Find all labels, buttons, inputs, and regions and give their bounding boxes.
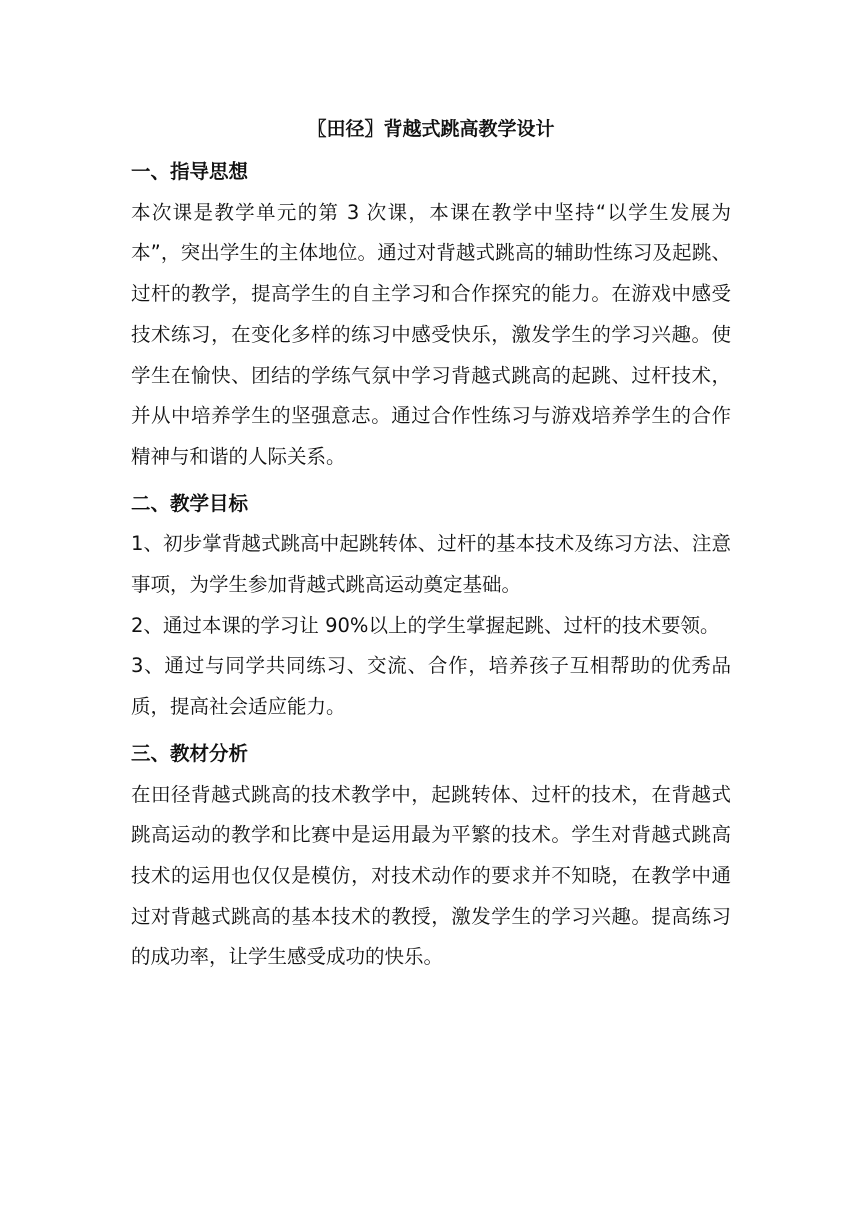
paragraph-guiding-ideology: 本次课是教学单元的第 3 次课，本课在教学中坚持“以学生发展为本”，突出学生的主体地位。通过对背越式跳高的辅助性练习及起跳、过杆的教学，提高学生的自主学习和合作探究的能力。在游戏中感受技术练习，在变化多样的练习中感受快乐，激发学生的学习兴趣。使学生在愉快、团结的学练气氛中学习背越式跳高的起跳、过杆技术，并从中培养学生的坚强意志。通过合作性练习与游戏培养学生的合作精神与和谐的人际关系。 xyxy=(131,200,731,468)
objective-item-3: 3、通过与同学共同练习、交流、合作，培养孩子互相帮助的优秀品质，提高社会适应能力。 xyxy=(131,654,731,719)
section-heading-material-analysis: 三、教材分析 xyxy=(131,741,249,765)
objective-item-1: 1、初步掌背越式跳高中起跳转体、过杆的基本技术及练习方法、注意事项，为学生参加背越式跳高运动奠定基础。 xyxy=(131,532,731,597)
paragraph-material-analysis: 在田径背越式跳高的技术教学中，起跳转体、过杆的技术，在背越式跳高运动的教学和比赛中是运用最为平繁的技术。学生对背越式跳高技术的运用也仅仅是模仿，对技术动作的要求并不知晓，在教学中通过对背越式跳高的基本技术的教授，激发学生的学习兴趣。提高练习的成功率，让学生感受成功的快乐。 xyxy=(131,782,731,969)
section-heading-teaching-objectives: 二、教学目标 xyxy=(131,491,249,515)
section-heading-guiding-ideology: 一、指导思想 xyxy=(131,160,249,183)
document-title: 〖田径〗背越式跳高教学设计 xyxy=(307,118,555,140)
objective-item-2: 2、通过本课的学习让 90%以上的学生掌握起跳、过杆的技术要领。 xyxy=(131,613,720,637)
document-body xyxy=(131,112,731,978)
